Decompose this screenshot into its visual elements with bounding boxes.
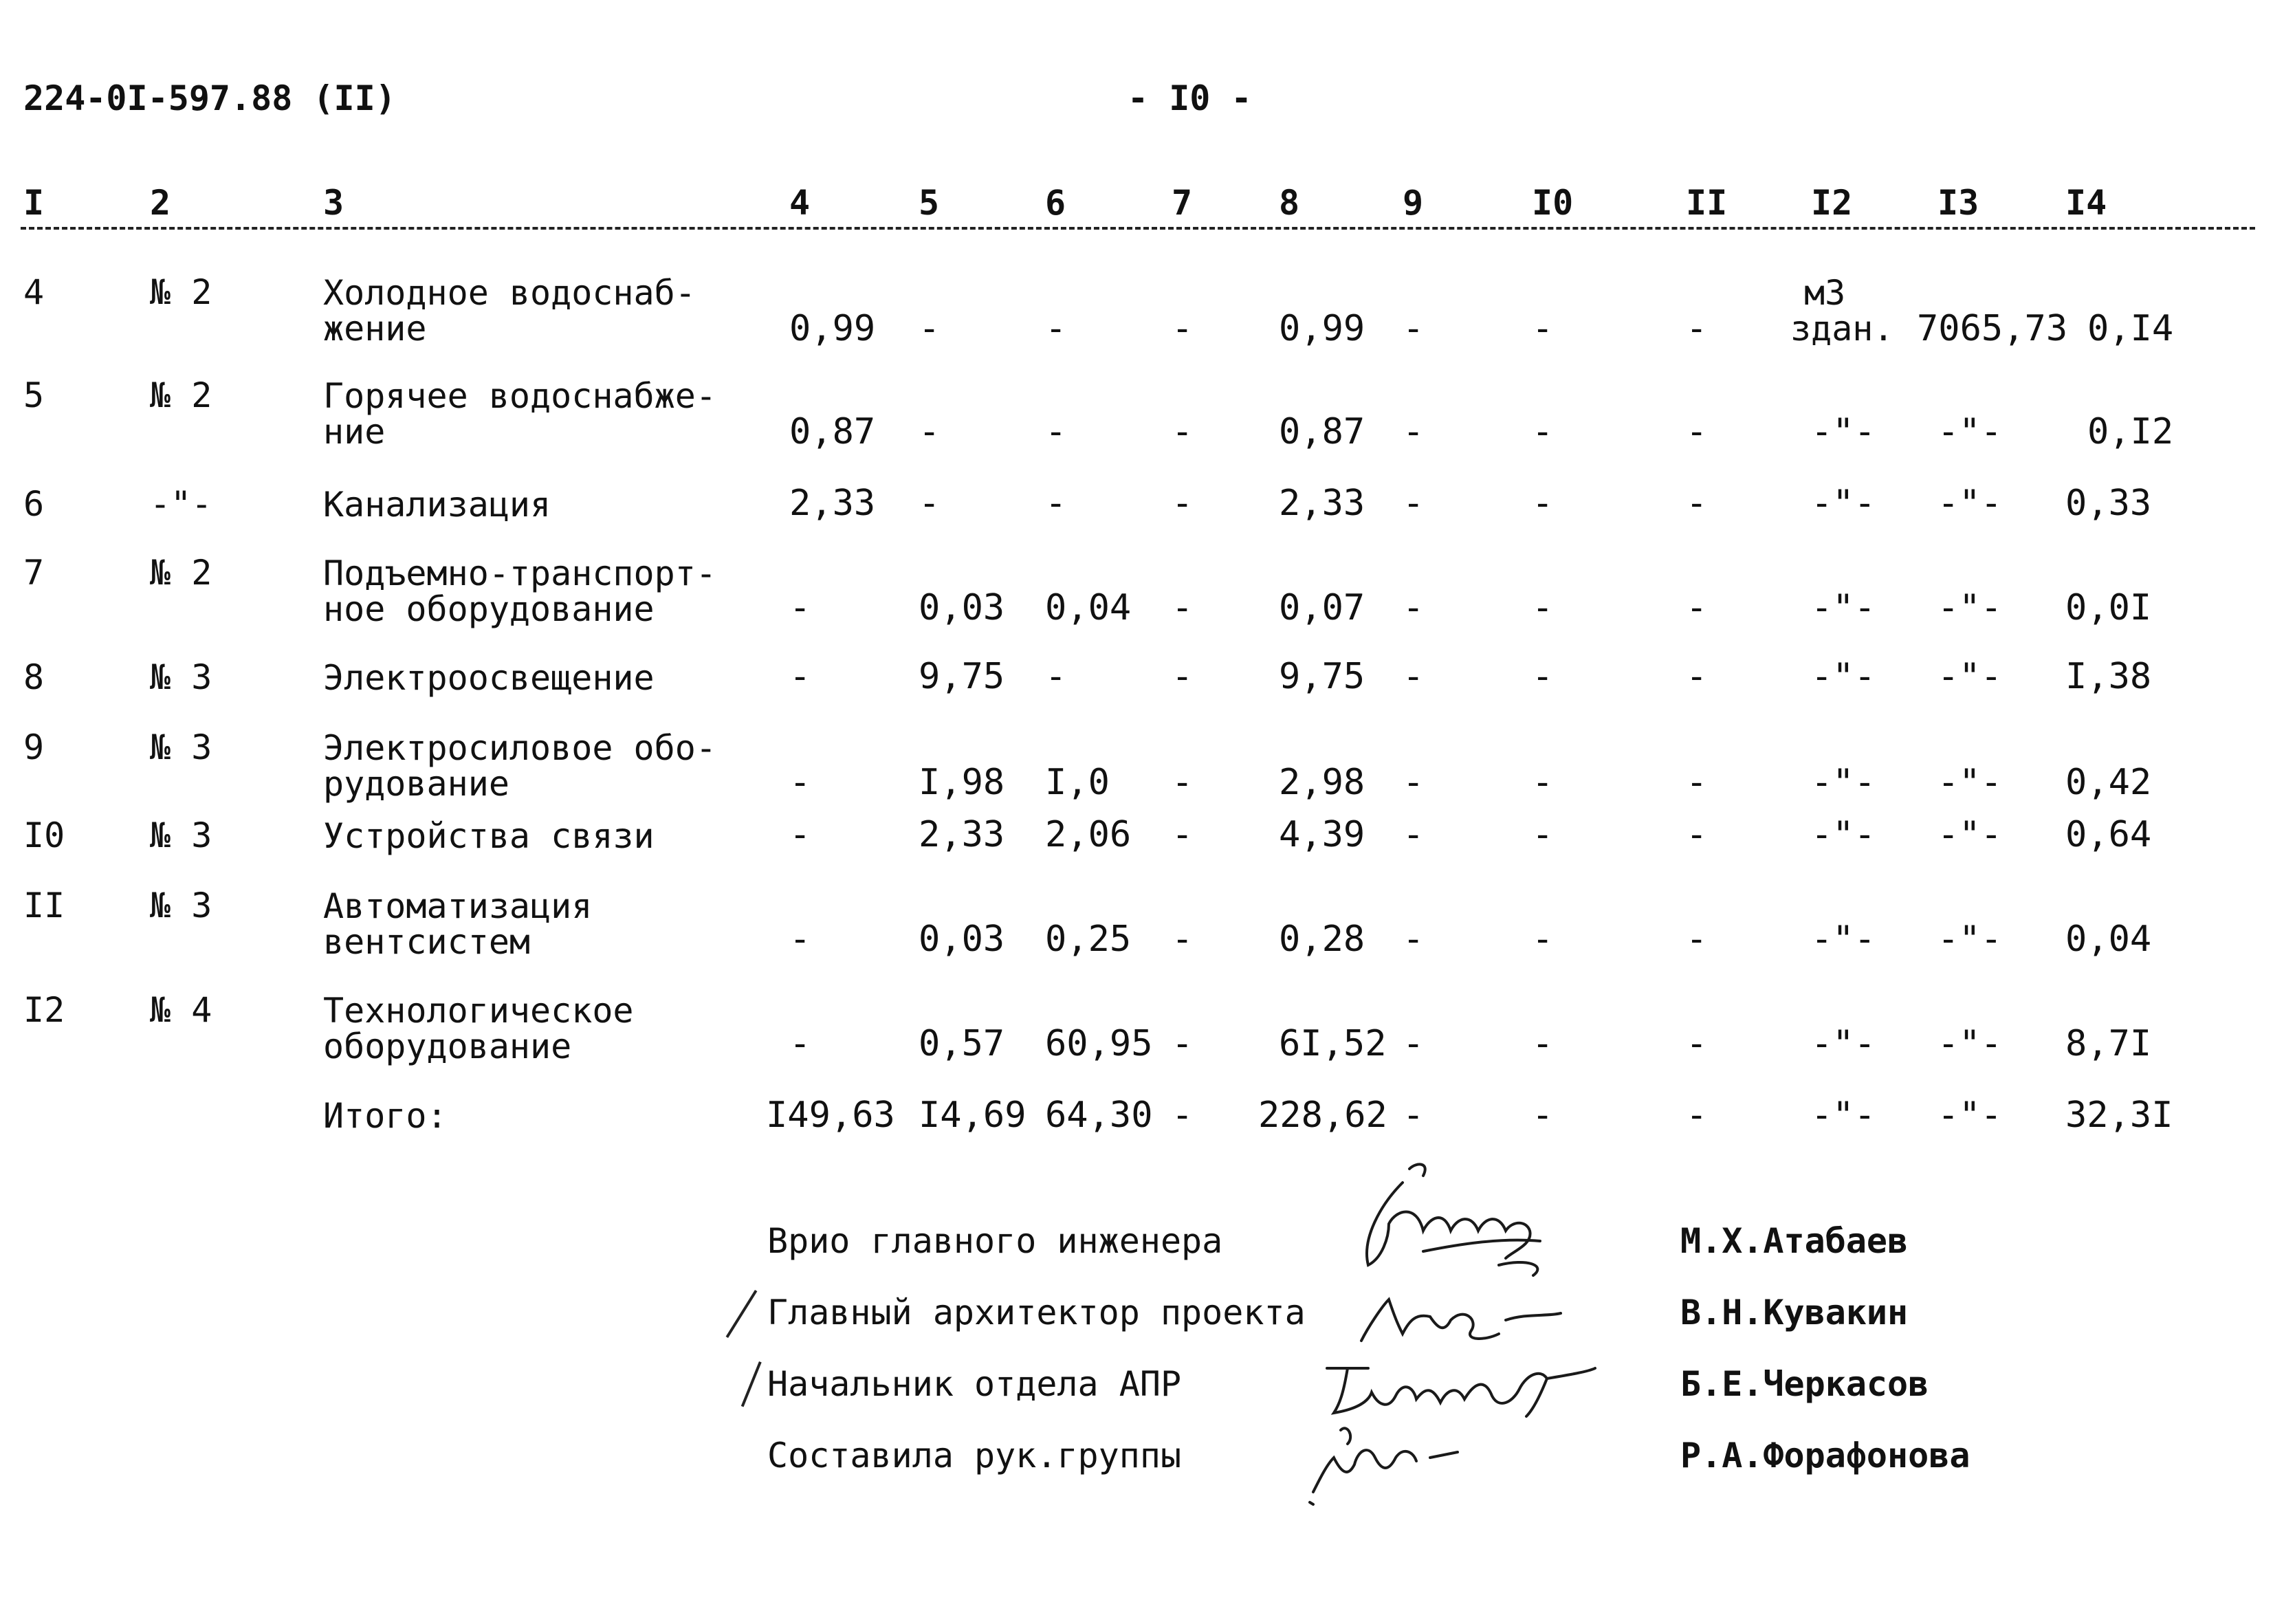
cell-9: - [1403,587,1425,628]
column-header-9: 9 [1403,183,1424,223]
cell-14: 0,04 [2065,919,2152,960]
column-header-10: I0 [1532,183,1574,223]
cell-13: -"- [1937,762,2002,803]
unit-line: здан. [1790,309,1894,349]
cell-9: - [1403,814,1425,855]
cell-6: 0,25 [1045,919,1132,960]
row-name-line: Холодное водоснаб- [323,273,696,313]
cell-7: - [1172,483,1194,524]
cell-7: - [1172,919,1194,960]
cell-4: 0,87 [789,411,876,452]
signature-name: Р.А.Форафонова [1680,1436,1970,1475]
cell-8: 0,07 [1279,587,1365,628]
margin-tick-mark [726,1290,758,1338]
cell-5: - [919,483,941,524]
cell-5: 2,33 [919,814,1005,855]
cell-4: - [789,656,811,697]
cell-7: - [1172,587,1194,628]
row-number: 8 [23,657,45,697]
row-number: II [23,886,65,925]
total-7: - [1172,1095,1194,1136]
row-code: -"- [150,484,212,524]
cell-14: 0,0I [2065,587,2152,628]
cell-12 [1790,275,1894,347]
cell-13: -"- [1937,814,2002,855]
cell-9: - [1403,411,1425,452]
row-name [323,378,716,450]
cell-10: - [1532,411,1554,452]
cell-8: 9,75 [1279,656,1365,697]
row-name-line: оборудование [323,1027,572,1066]
row-number: I2 [23,990,65,1030]
column-header-4: 4 [789,183,811,223]
row-name [323,660,655,696]
cell-14: 0,I2 [2087,411,2174,452]
row-name [323,275,696,347]
signature-role: Главный архитектор проекта [767,1293,1306,1332]
cell-4: 2,33 [789,483,876,524]
cell-4: - [789,587,811,628]
handwritten-signature [1313,1348,1602,1423]
column-header-14: I4 [2065,183,2107,223]
cell-10: - [1532,656,1554,697]
cell-8: 2,98 [1279,762,1365,803]
cell-12: -"- [1811,919,1876,960]
total-8: 228,62 [1258,1095,1387,1136]
cell-10: - [1532,762,1554,803]
signature-role: Начальник отдела АПР [767,1364,1182,1404]
total-5: I4,69 [919,1095,1026,1136]
row-number: 5 [23,375,45,415]
handwritten-signature [1286,1416,1471,1513]
cell-11: - [1686,814,1708,855]
cell-9: - [1403,762,1425,803]
cell-9: - [1403,308,1425,349]
row-code: № 3 [150,815,212,855]
cell-6: - [1045,483,1067,524]
cell-12: -"- [1811,411,1876,452]
cell-12: -"- [1811,587,1876,628]
cell-11: - [1686,762,1708,803]
unit-line: м3 [1804,273,1846,313]
cell-11: - [1686,483,1708,524]
cell-14: 8,7I [2065,1023,2152,1064]
cell-13: -"- [1937,1023,2002,1064]
cell-7: - [1172,308,1194,349]
total-11: - [1686,1095,1708,1136]
signature-name: М.Х.Атабаев [1680,1221,1909,1261]
cell-4: - [789,814,811,855]
row-number: 7 [23,553,45,593]
cell-6: I,0 [1045,762,1110,803]
document-code: 224-0I-597.88 (II) [23,78,396,118]
cell-13: -"- [1937,411,2002,452]
cell-8: 0,28 [1279,919,1365,960]
column-header-12: I2 [1811,183,1853,223]
cell-6: 0,04 [1045,587,1132,628]
row-name [323,818,655,854]
cell-8: 6I,52 [1279,1023,1387,1064]
row-name-line: Горячее водоснабже- [323,376,716,416]
row-name [323,888,592,960]
cell-9: - [1403,919,1425,960]
cell-11: - [1686,919,1708,960]
cell-5: - [919,308,941,349]
cell-13: -"- [1937,587,2002,628]
cell-14: 0,I4 [2087,308,2174,349]
cell-4: - [789,762,811,803]
cell-7: - [1172,411,1194,452]
cell-7: - [1172,762,1194,803]
total-6: 64,30 [1045,1095,1153,1136]
column-header-6: 6 [1045,183,1066,223]
header-rule [21,227,2255,230]
cell-12: -"- [1811,483,1876,524]
cell-12: -"- [1811,814,1876,855]
row-name [323,487,551,523]
cell-8: 2,33 [1279,483,1365,524]
cell-10: - [1532,587,1554,628]
row-code: № 3 [150,727,212,767]
cell-14: 0,33 [2065,483,2152,524]
row-name [323,553,716,629]
cell-5: 0,03 [919,587,1005,628]
cell-10: - [1532,308,1554,349]
row-name-line: рудование [323,764,509,804]
row-name [323,993,634,1064]
row-code: № 2 [150,553,212,593]
margin-tick-mark [741,1361,762,1407]
column-header-8: 8 [1279,183,1300,223]
row-name-line: жение [323,309,427,349]
signature-name: В.Н.Кувакин [1680,1293,1909,1332]
column-header-1: I [23,183,45,223]
cell-6: - [1045,411,1067,452]
row-code: № 2 [150,272,212,312]
cell-7: - [1172,814,1194,855]
cell-4: - [789,919,811,960]
row-name-line: ние [323,412,386,452]
column-header-7: 7 [1172,183,1193,223]
row-number: 4 [23,272,45,312]
row-name-line: Подъемно-транспорт- [323,553,716,593]
cell-7: - [1172,656,1194,697]
cell-4: 0,99 [789,308,876,349]
cell-8: 0,87 [1279,411,1365,452]
row-code: № 2 [150,375,212,415]
cell-6: - [1045,308,1067,349]
cell-12: -"- [1811,762,1876,803]
cell-10: - [1532,483,1554,524]
cell-8: 0,99 [1279,308,1365,349]
cell-6: 2,06 [1045,814,1132,855]
row-number: 6 [23,484,45,524]
signature-name: Б.Е.Черкасов [1680,1364,1929,1404]
cell-13: -"- [1937,919,2002,960]
cell-14: 0,64 [2065,814,2152,855]
column-header-11: II [1686,183,1728,223]
cell-10: - [1532,919,1554,960]
cell-14: 0,42 [2065,762,2152,803]
cell-11: - [1686,587,1708,628]
cell-9: - [1403,1023,1425,1064]
total-10: - [1532,1095,1554,1136]
cell-6: 60,95 [1045,1023,1153,1064]
cell-6: - [1045,656,1067,697]
cell-5: 9,75 [919,656,1005,697]
signature-role: Врио главного инженера [767,1221,1223,1261]
row-name-line: Автоматизация [323,886,593,926]
row-name-line: Устройства связи [323,816,655,856]
cell-12: -"- [1811,1023,1876,1064]
cell-11: - [1686,308,1708,349]
cell-10: - [1532,814,1554,855]
handwritten-signature [1320,1155,1616,1293]
row-name-line: Канализация [323,485,551,525]
cell-11: - [1686,656,1708,697]
column-header-2: 2 [150,183,171,223]
cell-5: 0,03 [919,919,1005,960]
cell-4: - [789,1023,811,1064]
row-name-line: вентсистем [323,922,531,962]
row-name [323,730,716,802]
total-4: I49,63 [766,1095,895,1136]
total-9: - [1403,1095,1425,1136]
total-14: 32,3I [2065,1095,2173,1136]
row-name-line: Электроосвещение [323,658,655,698]
row-name-line: ное оборудование [323,589,655,629]
row-number: I0 [23,815,65,855]
handwritten-signature [1348,1279,1574,1354]
cell-13: 7065,73 [1917,308,2068,349]
row-code: № 4 [150,990,212,1030]
cell-11: - [1686,1023,1708,1064]
cell-12: -"- [1811,656,1876,697]
row-name-line: Электросиловое обо- [323,728,716,768]
total-label: Итого: [323,1096,448,1136]
row-name-line: Технологическое [323,991,634,1031]
cell-11: - [1686,411,1708,452]
cell-8: 4,39 [1279,814,1365,855]
row-code: № 3 [150,886,212,925]
cell-5: - [919,411,941,452]
cell-10: - [1532,1023,1554,1064]
page-number: - I0 - [1128,78,1252,118]
cell-9: - [1403,656,1425,697]
cell-9: - [1403,483,1425,524]
cell-13: -"- [1937,656,2002,697]
cell-5: I,98 [919,762,1005,803]
row-code: № 3 [150,657,212,697]
column-header-3: 3 [323,183,344,223]
column-header-13: I3 [1937,183,1979,223]
cell-7: - [1172,1023,1194,1064]
total-13: -"- [1937,1095,2002,1136]
cell-14: I,38 [2065,656,2152,697]
column-header-5: 5 [919,183,940,223]
signature-role: Составила рук.группы [767,1436,1182,1475]
row-number: 9 [23,727,45,767]
total-12: -"- [1811,1095,1876,1136]
cell-13: -"- [1937,483,2002,524]
cell-5: 0,57 [919,1023,1005,1064]
